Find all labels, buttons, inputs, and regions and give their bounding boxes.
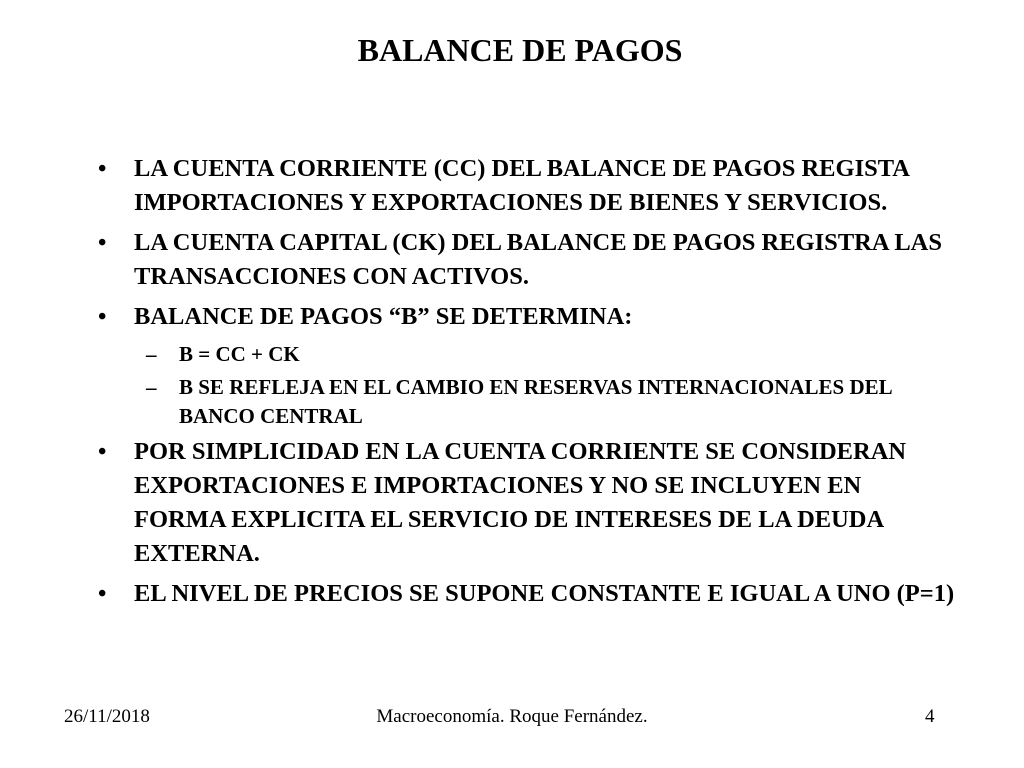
- dash-icon: –: [146, 375, 157, 399]
- footer-date: 26/11/2018: [64, 706, 150, 727]
- bullet-item: [96, 435, 956, 571]
- bullet-item: [96, 226, 956, 294]
- bullet-text: POR SIMPLICIDAD EN LA CUENTA CORRIENTE SE CONSIDERAN EXPORTACIONES E IMPORTACIONES Y NO SE INCLUYEN EN FORMA EXPLICITA EL SERVICIO DE INTERESES DE LA DEUDA EXTERNA.: [134, 438, 907, 567]
- footer-author: Macroeconomía. Roque Fernández.: [376, 706, 648, 727]
- bullet-item: [96, 577, 956, 611]
- bullet-text: BALANCE DE PAGOS “B” SE DETERMINA:: [134, 303, 633, 330]
- bullet-icon: •: [98, 156, 107, 182]
- bullet-text: EL NIVEL DE PRECIOS SE SUPONE CONSTANTE E IGUAL A UNO (P=1): [134, 580, 955, 607]
- bullet-icon: •: [98, 304, 107, 330]
- bullet-icon: •: [98, 581, 107, 607]
- bullet-item: [96, 300, 956, 334]
- bullet-icon: •: [98, 230, 107, 256]
- bullet-text: LA CUENTA CORRIENTE (CC) DEL BALANCE DE PAGOS REGISTA IMPORTACIONES Y EXPORTACIONES DE BIENES Y SERVICIOS.: [134, 155, 909, 216]
- dash-icon: –: [146, 342, 157, 366]
- slide-title: BALANCE DE PAGOS: [357, 32, 683, 68]
- slide-content: [96, 152, 956, 617]
- subbullet-item: [96, 373, 956, 431]
- bullet-text: LA CUENTA CAPITAL (CK) DEL BALANCE DE PAGOS REGISTRA LAS TRANSACCIONES CON ACTIVOS.: [134, 229, 942, 290]
- subbullet-text: B = CC + CK: [179, 342, 300, 366]
- bullet-item: [96, 152, 956, 220]
- subbullet-item: [96, 340, 956, 369]
- bullet-icon: •: [98, 439, 107, 465]
- subbullet-text: B SE REFLEJA EN EL CAMBIO EN RESERVAS INTERNACIONALES DEL BANCO CENTRAL: [179, 375, 892, 428]
- page-number: 4: [925, 706, 935, 727]
